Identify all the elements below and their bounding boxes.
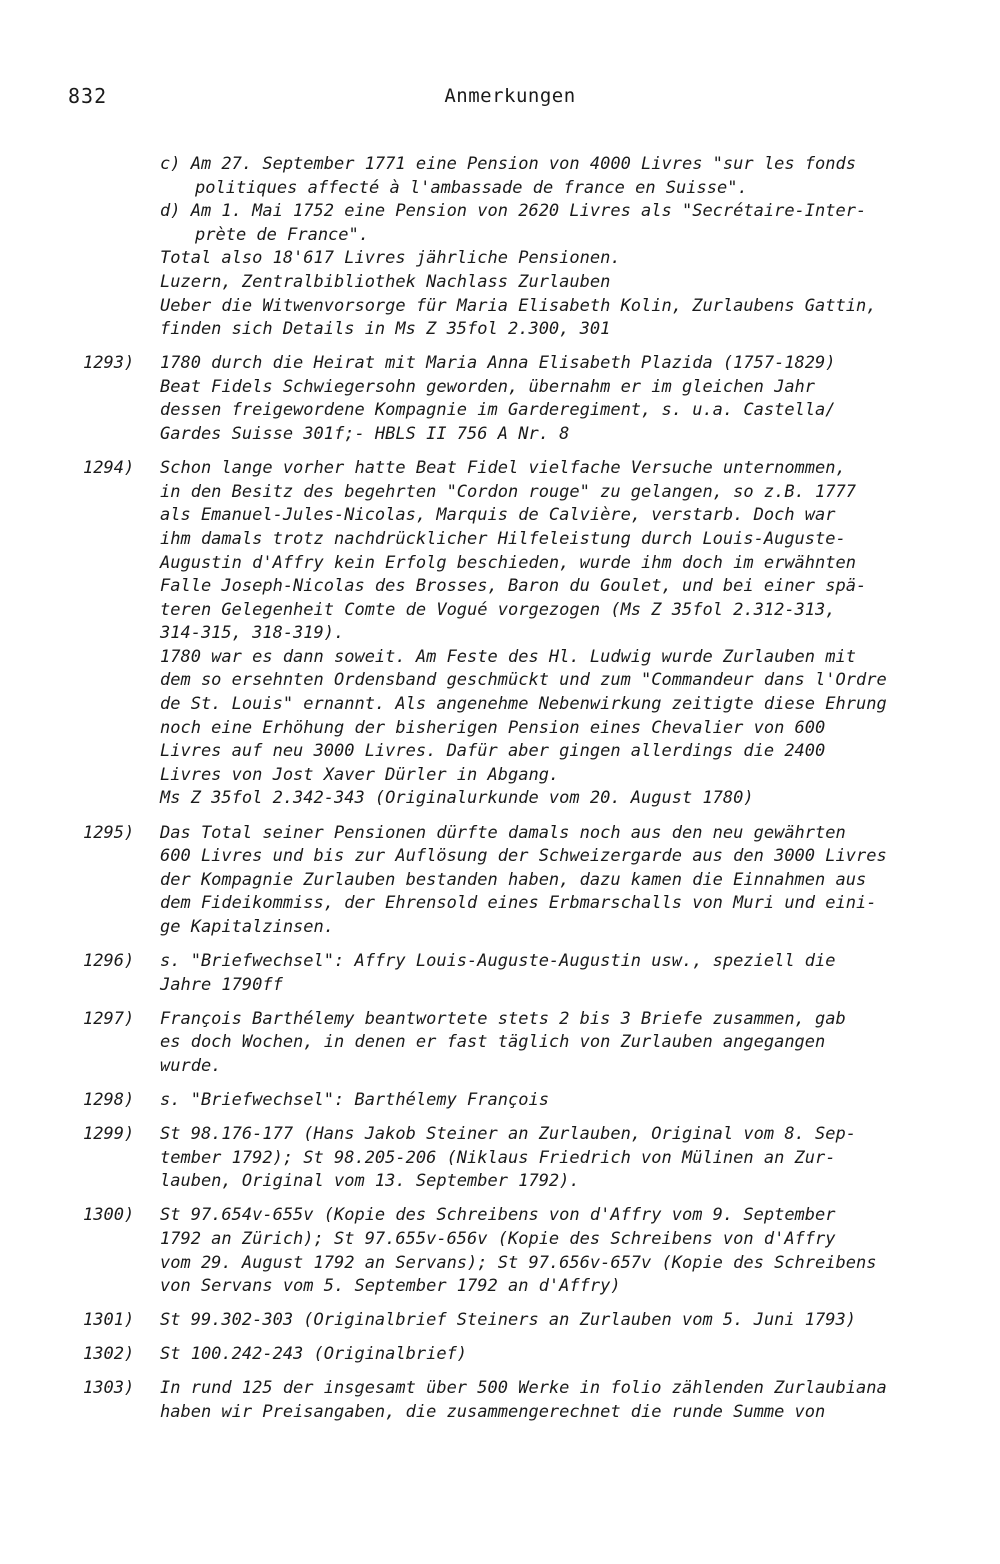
text-line: dem Fideikommiss, der Ehrensold eines Erbmarschalls von Muri und eini-: [160, 893, 877, 914]
text-line: der Kompagnie Zurlauben bestanden haben, dazu kamen die Einnahmen aus: [160, 869, 867, 890]
text-line: 600 Livres und bis zur Auflösung der Schweizergarde aus den 3000 Livres: [160, 846, 887, 867]
text-line: als Emanuel-Jules-Nicolas, Marquis de Calvière, verstarb. Doch war: [160, 505, 836, 526]
text-line: Livres auf neu 3000 Livres. Dafür aber gingen allerdings die 2400: [160, 741, 826, 762]
text-line: Livres von Jost Xaver Dürler in Abgang.: [160, 764, 560, 785]
note-1293: [0, 352, 1000, 446]
note-number: 1300): [83, 1205, 135, 1226]
note-number: 1298): [83, 1089, 135, 1110]
text-line: lauben, Original vom 13. September 1792).: [160, 1171, 580, 1192]
note-1298: [0, 1089, 1000, 1113]
text-line: teren Gelegenheit Comte de Vogué vorgezogen (Ms Z 35fol 2.312-313,: [160, 599, 836, 620]
text-line: s. "Briefwechsel": Barthélemy François: [160, 1089, 549, 1110]
text-line: haben wir Preisangaben, die zusammengerechnet die runde Summe von: [160, 1402, 826, 1422]
note-number: 1303): [83, 1378, 135, 1399]
text-line: politiques affecté à l'ambassade de france en Suisse".: [195, 177, 748, 198]
text-line: Augustin d'Affry kein Erfolg beschieden, wurde ihm doch im erwähnten: [160, 552, 856, 573]
note-1294: [0, 457, 1000, 811]
text-line: St 97.654v-655v (Kopie des Schreibens von d'Affry vom 9. September: [160, 1205, 836, 1226]
note-number: 1302): [83, 1344, 135, 1365]
note-1300: [0, 1204, 1000, 1298]
text-line: s. "Briefwechsel": Affry Louis-Auguste-Augustin usw., speziell die: [160, 951, 836, 971]
note-1299: [0, 1123, 1000, 1194]
text-line: Ms Z 35fol 2.342-343 (Originalurkunde vom 20. August 1780): [160, 788, 754, 809]
text-line: c) Am 27. September 1771 eine Pension von 4000 Livres "sur les fonds: [160, 154, 856, 174]
note-number: 1297): [83, 1008, 135, 1029]
text-line: Gardes Suisse 301f;- HBLS II 756 A Nr. 8: [160, 424, 570, 445]
text-line: St 98.176-177 (Hans Jakob Steiner an Zurlauben, Original vom 8. Sep-: [160, 1124, 856, 1145]
page-number: 832: [68, 84, 108, 108]
text-line: 1792 an Zürich); St 97.655v-656v (Kopie des Schreibens von d'Affry: [160, 1228, 836, 1249]
text-line: Luzern, Zentralbibliothek Nachlass Zurlauben: [160, 271, 611, 292]
text-line: Beat Fidels Schwiegersohn geworden, übernahm er im gleichen Jahr: [160, 376, 816, 397]
text-line: vom 29. August 1792 an Servans); St 97.656v-657v (Kopie des Schreibens: [160, 1252, 877, 1273]
text-line: 314-315, 318-319).: [160, 623, 345, 644]
text-line: Ueber die Witwenvorsorge für Maria Elisabeth Kolin, Zurlaubens Gattin,: [160, 295, 877, 316]
text-line: François Barthélemy beantwortete stets 2 bis 3 Briefe zusammen, gab: [160, 1008, 846, 1029]
text-line: ihm damals trotz nachdrücklicher Hilfeleistung durch Louis-Auguste-: [160, 528, 846, 549]
text-line: Das Total seiner Pensionen dürfte damals noch aus den neu gewährten: [160, 822, 846, 843]
text-line: 1780 durch die Heirat mit Maria Anna Elisabeth Plazida (1757-1829): [160, 353, 836, 374]
note-1302: [0, 1343, 1000, 1367]
note-number: 1301): [83, 1310, 135, 1331]
note-number: 1294): [83, 458, 135, 479]
text-line: finden sich Details in Ms Z 35fol 2.300, 301: [160, 319, 611, 340]
text-line: 1780 war es dann soweit. Am Feste des Hl. Ludwig wurde Zurlauben mit: [160, 646, 856, 667]
text-line: St 99.302-303 (Originalbrief Steiners an Zurlauben vom 5. Juni 1793): [160, 1310, 856, 1331]
note-number: 1293): [83, 353, 135, 374]
text-line: dem so ersehnten Ordensband geschmückt und zum "Commandeur dans l'Ordre: [160, 670, 887, 691]
text-line: es doch Wochen, in denen er fast täglich von Zurlauben angegangen: [160, 1032, 826, 1053]
text-line: prète de France".: [195, 224, 369, 245]
text-line: wurde.: [160, 1055, 222, 1076]
text-line: tember 1792); St 98.205-206 (Niklaus Friedrich von Mülinen an Zur-: [160, 1147, 836, 1168]
text-line: Total also 18'617 Livres jährliche Pensionen.: [160, 248, 621, 269]
text-line: in den Besitz des begehrten "Cordon rouge" zu gelangen, so z.B. 1777: [160, 481, 856, 502]
text-line: von Servans vom 5. September 1792 an d'Affry): [160, 1276, 621, 1297]
note-1301: [0, 1309, 1000, 1333]
text-line: Falle Joseph-Nicolas des Brosses, Baron du Goulet, und bei einer spä-: [160, 576, 867, 597]
text-line: Schon lange vorher hatte Beat Fidel vielfache Versuche unternommen,: [160, 458, 846, 479]
running-head: Anmerkungen: [444, 85, 576, 107]
note-number: 1296): [83, 951, 135, 971]
text-line: Jahre 1790ff: [160, 974, 283, 995]
text-line: de St. Louis" ernannt. Als angenehme Nebenwirkung zeitigte diese Ehrung: [160, 694, 887, 715]
text-line: ge Kapitalzinsen.: [160, 916, 334, 937]
text-line: dessen freigewordene Kompagnie im Garderegiment, s. u.a. Castella/: [160, 400, 836, 421]
note-1296: [0, 950, 1000, 997]
text-line: d) Am 1. Mai 1752 eine Pension von 2620 Livres als "Secrétaire-Inter-: [160, 201, 867, 222]
text-line: St 100.242-243 (Originalbrief): [160, 1344, 468, 1365]
continuation-block: [0, 153, 1000, 342]
note-number: 1299): [83, 1124, 135, 1145]
note-1303: [0, 1377, 1000, 1424]
note-1295: [0, 822, 1000, 940]
note-1297: [0, 1008, 1000, 1079]
note-number: 1295): [83, 822, 135, 843]
notes-body: [0, 153, 1000, 1425]
text-line: noch eine Erhöhung der bisherigen Pension eines Chevalier von 600: [160, 717, 826, 738]
text-line: In rund 125 der insgesamt über 500 Werke in folio zählenden Zurlaubiana: [160, 1378, 887, 1399]
